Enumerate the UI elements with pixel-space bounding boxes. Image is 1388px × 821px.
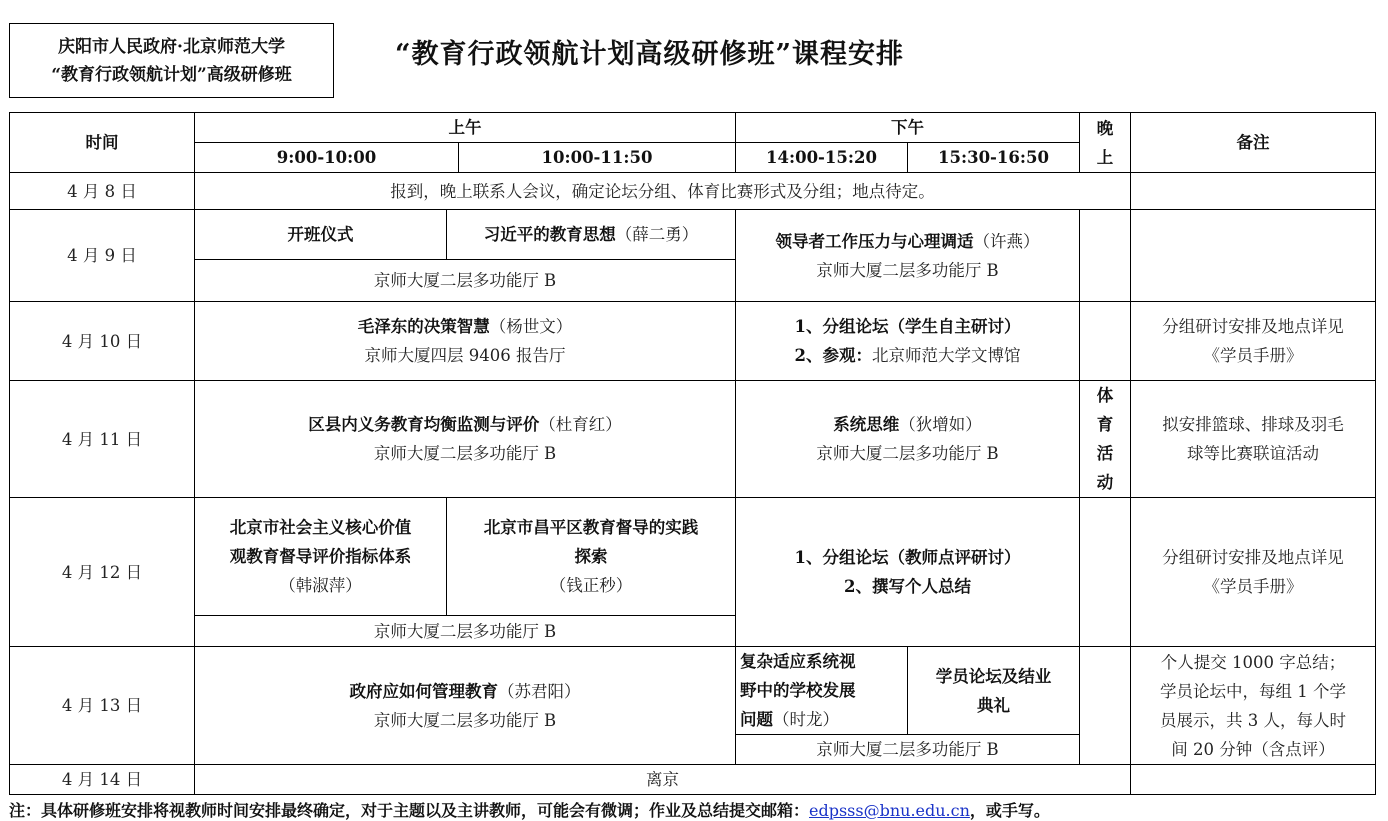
- session-title: 毛泽东的决策智慧: [357, 317, 490, 336]
- evening-cell: [1080, 498, 1131, 647]
- header-slot-3: 14:00-15:20: [736, 143, 908, 173]
- session-title: 习近平的教育思想: [483, 225, 616, 244]
- forum-line: 1、分组论坛（学生自主研讨）: [794, 317, 1021, 336]
- session-cell: [195, 647, 736, 765]
- venue: 京师大厦二层多功能厅 B: [373, 710, 557, 730]
- summary-line: 2、撰写个人总结: [844, 577, 971, 596]
- remark-line: 球等比赛联谊活动: [1187, 444, 1319, 463]
- speaker: （许燕）: [973, 231, 1040, 251]
- remark-line: 《学员手册》: [1203, 346, 1303, 365]
- date-cell: 4 月 8 日: [10, 173, 195, 210]
- evening-cell: [1080, 302, 1131, 381]
- session-title: 观教育督导评价指标体系: [229, 547, 412, 566]
- header-row-1: [10, 113, 1376, 143]
- footnote-tail: ，或手写。: [969, 801, 1050, 820]
- date-cell: 4 月 14 日: [10, 765, 195, 795]
- speaker: （狄增如）: [899, 415, 982, 434]
- activity-char: 活: [1096, 444, 1114, 463]
- speaker: （杜育红）: [539, 415, 622, 434]
- session-title: 野中的学校发展: [740, 681, 856, 700]
- remark-line: 拟安排篮球、排球及羽毛: [1162, 415, 1344, 434]
- speaker: （钱正秒）: [549, 576, 633, 595]
- venue: 京师大厦四层 9406 报告厅: [364, 346, 566, 365]
- organizer-line-1: 庆阳市人民政府·北京师范大学: [58, 36, 285, 57]
- activity-char: 动: [1096, 473, 1114, 492]
- speaker: （韩淑萍）: [279, 576, 362, 595]
- remark-line: 分组研讨安排及地点详见: [1162, 317, 1344, 336]
- remark-line: 间 20 分钟（含点评）: [1171, 739, 1335, 759]
- evening-char: 上: [1096, 147, 1114, 167]
- header-evening: [1080, 113, 1131, 173]
- session-cell: [195, 302, 736, 381]
- session-cell: [736, 498, 1080, 647]
- session-title: 问题: [740, 710, 773, 729]
- sports-activity-cell: [1080, 381, 1131, 498]
- row-apr-13: [10, 647, 1376, 735]
- forum-line: 1、分组论坛（教师点评研讨）: [794, 548, 1021, 567]
- visit-place: 北京师范大学文博馆: [871, 346, 1021, 365]
- evening-cell: [1080, 647, 1131, 765]
- session-title: 开班仪式: [287, 225, 354, 244]
- session-title: 领导者工作压力与心理调适: [775, 231, 974, 251]
- session-title: 北京市昌平区教育督导的实践: [483, 518, 699, 537]
- row-apr-14: [10, 765, 1376, 795]
- remark-cell: [1131, 381, 1376, 498]
- speaker: （杨世文）: [489, 317, 573, 336]
- arrival-cell: 报到，晚上联系人会议，确定论坛分组、体育比赛形式及分组；地点待定。: [195, 173, 1131, 210]
- speaker: （苏君阳）: [498, 681, 581, 701]
- row-apr-9: [10, 210, 1376, 260]
- session-cell: [736, 647, 908, 735]
- header-afternoon: 下午: [736, 113, 1080, 143]
- session-title: 探索: [574, 547, 608, 566]
- header-morning: 上午: [195, 113, 736, 143]
- remark-line: 分组研讨安排及地点详见: [1162, 548, 1344, 567]
- session-cell: [195, 381, 736, 498]
- remark-line: 学员论坛中，每组 1 个学: [1160, 681, 1346, 701]
- organizer-box: [9, 23, 334, 98]
- organizer-line-2: “教育行政领航计划”高级研修班: [51, 64, 292, 85]
- date-cell: 4 月 13 日: [10, 647, 195, 765]
- remark-cell: [1131, 210, 1376, 302]
- activity-char: 体: [1096, 386, 1114, 405]
- venue: 京师大厦二层多功能厅 B: [816, 260, 999, 280]
- session-cell: [447, 498, 736, 616]
- evening-char: 晚: [1096, 118, 1114, 138]
- header-remarks: 备注: [1131, 113, 1376, 173]
- venue: 京师大厦二层多功能厅 B: [195, 260, 736, 302]
- remark-line: 员展示，共 3 人，每人时: [1160, 710, 1346, 730]
- remark-cell: [1131, 173, 1376, 210]
- session-title: 系统思维: [833, 415, 900, 434]
- session-title: 北京市社会主义核心价值: [229, 518, 412, 537]
- date-cell: 4 月 11 日: [10, 381, 195, 498]
- remark-cell: [1131, 647, 1376, 765]
- date-cell: 4 月 9 日: [10, 210, 195, 302]
- remark-cell: [1131, 498, 1376, 647]
- header-slot-4: 15:30-16:50: [908, 143, 1080, 173]
- footnote-text: 注：具体研修班安排将视教师时间安排最终确定，对于主题以及主讲教师，可能会有微调；作业及总结提交邮箱：: [9, 801, 810, 820]
- session-cell: [736, 381, 1080, 498]
- speaker: （薛二勇）: [615, 225, 699, 244]
- departure-cell: 离京: [195, 765, 1131, 795]
- session-title: 学员论坛及结业: [935, 666, 1052, 686]
- session-cell: [736, 210, 1080, 302]
- session-title: 典礼: [977, 695, 1010, 715]
- session-title: 区县内义务教育均衡监测与评价: [308, 415, 540, 434]
- session-title: 政府应如何管理教育: [349, 681, 498, 701]
- visit-label: 2、参观：: [794, 346, 872, 365]
- evening-cell: [1080, 210, 1131, 302]
- row-apr-10: [10, 302, 1376, 381]
- remark-cell: [1131, 302, 1376, 381]
- session-title: 复杂适应系统视: [740, 652, 856, 671]
- header-time: 时间: [10, 113, 195, 173]
- remark-cell: [1131, 765, 1376, 795]
- remark-line: 《学员手册》: [1203, 577, 1303, 596]
- speaker: （时龙）: [773, 710, 839, 729]
- activity-char: 育: [1096, 415, 1114, 434]
- header-slot-2: 10:00-11:50: [459, 143, 736, 173]
- footnote: [9, 798, 1050, 821]
- venue: 京师大厦二层多功能厅 B: [816, 444, 999, 463]
- row-apr-8: [10, 173, 1376, 210]
- email-link[interactable]: edpsss@bnu.edu.cn: [809, 801, 970, 820]
- session-cell: [447, 210, 736, 260]
- session-cell: [195, 498, 447, 616]
- remark-line: 个人提交 1000 字总结；: [1160, 652, 1346, 672]
- venue: 京师大厦二层多功能厅 B: [195, 616, 736, 647]
- row-apr-11: [10, 381, 1376, 498]
- date-cell: 4 月 12 日: [10, 498, 195, 647]
- page-title: “教育行政领航计划高级研修班”课程安排: [395, 39, 905, 70]
- schedule-table: [9, 112, 1376, 795]
- session-cell: [195, 210, 447, 260]
- header-slot-1: 9:00-10:00: [195, 143, 459, 173]
- session-cell: [736, 302, 1080, 381]
- row-apr-12: [10, 498, 1376, 616]
- venue: 京师大厦二层多功能厅 B: [373, 444, 557, 463]
- venue: 京师大厦二层多功能厅 B: [736, 735, 1080, 765]
- session-cell: [908, 647, 1080, 735]
- date-cell: 4 月 10 日: [10, 302, 195, 381]
